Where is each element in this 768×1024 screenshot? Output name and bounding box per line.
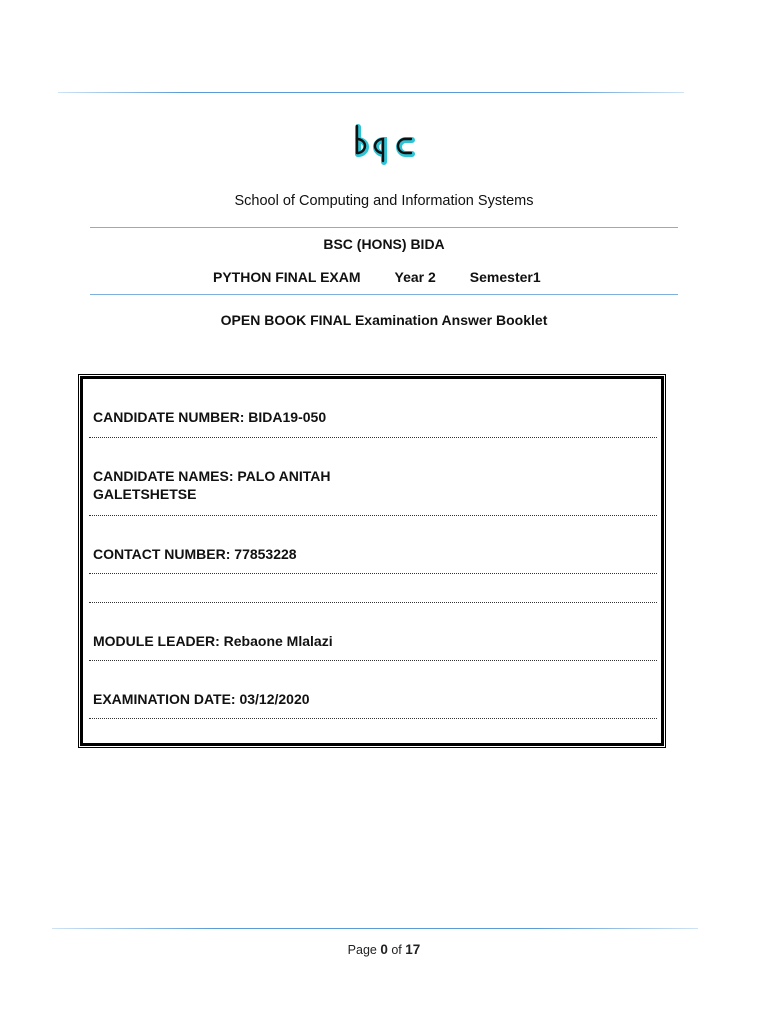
programme-title: BSC (HONS) BIDA: [323, 236, 445, 252]
blank-row: [89, 574, 657, 603]
candidate-names-row: [89, 438, 657, 516]
candidate-info-box: [80, 376, 664, 746]
page-word: Page: [347, 943, 377, 957]
candidate-names-line1: CANDIDATE NAMES: PALO ANITAH: [93, 468, 331, 484]
exam-line: [213, 269, 541, 285]
booklet-title: OPEN BOOK FINAL Examination Answer Booklet: [220, 312, 548, 328]
module-leader: MODULE LEADER: Rebaone Mlalazi: [93, 633, 333, 649]
candidate-names-line2: GALETSHETSE: [93, 486, 197, 502]
school-name: School of Computing and Information Systems: [234, 193, 534, 209]
page-total: 17: [405, 942, 421, 957]
examination-date: EXAMINATION DATE: 03/12/2020: [93, 691, 310, 707]
candidate-number-row: [89, 379, 657, 438]
page-indicator: [0, 942, 768, 957]
candidate-number: CANDIDATE NUMBER: BIDA19-050: [93, 409, 327, 425]
header-top-rule: [58, 92, 684, 93]
exam-name: PYTHON FINAL EXAM: [213, 269, 361, 285]
of-word: of: [391, 943, 402, 957]
bqc-logo: [344, 118, 424, 168]
programme-bottom-rule: [90, 294, 678, 295]
page-current: 0: [380, 942, 388, 957]
exam-semester: Semester1: [469, 269, 541, 285]
examination-date-row: [89, 661, 657, 719]
contact-number: CONTACT NUMBER: 77853228: [93, 546, 297, 562]
programme-top-rule: [90, 227, 678, 228]
exam-year: Year 2: [394, 269, 436, 285]
footer-rule: [52, 928, 698, 929]
module-leader-row: [89, 603, 657, 661]
contact-number-row: [89, 516, 657, 574]
